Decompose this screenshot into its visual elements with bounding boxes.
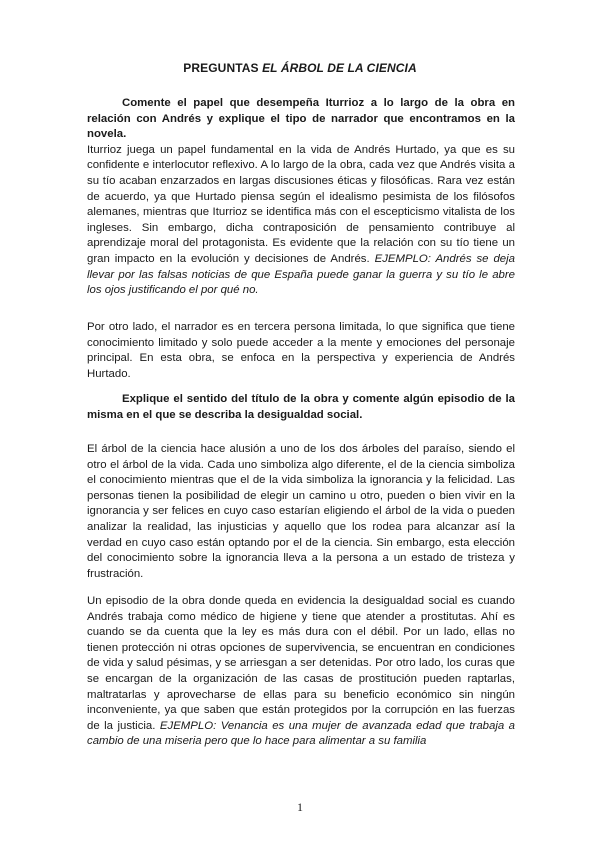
answer-1-text: Iturrioz juega un papel fundamental en la vida de Andrés Hurtado, ya que es su confidente e interlocutor reflexivo. A lo largo de la obra, cada vez que Andrés visita a su tío acaban enzarzados en largas discusiones éticas y filosóficas. Rara vez están de acuerdo, ya que Hurtado piensa según el idealismo pesimista de los filósofos alemanes, mientras que Iturrioz se identifica más con el escepticismo vitalista de los ingleses. Sin embargo, dicha contraposición de pensamiento contribuye al aprendizaje moral del protagonista. Es evidente que la relación con su tío tiene un gran impacto en la evolución y decisiones de Andrés. bbox=[87, 143, 515, 265]
question-2: Explique el sentido del título de la obra y comente algún episodio de la misma en el que se describa la desigualdad social. bbox=[87, 393, 515, 421]
answer-1-narrator: Por otro lado, el narrador es en tercera persona limitada, lo que significa que tiene conocimiento limitado y solo puede acceder a la mente y emociones del personaje principal. En esta obra, se enfoca en la perspectiva y experiencia de Andrés Hurtado. bbox=[87, 321, 515, 380]
answer-2-title-meaning: El árbol de la ciencia hace alusión a uno de los dos árboles del paraíso, siendo el otro el árbol de la vida. Cada uno simboliza algo diferente, el de la ciencia simboliza el conocimiento mientras que el de la vida simboliza la ignorancia y la felicidad. Las personas tienen la posibilidad de elegir un camino u otro, pueden o bien vivir en la ignorancia y ser felices en cuyo caso estarían eligiendo el árbol de la vida o pueden analizar la realidad, las injusticias y aquello que los rodea para alcanzar así la verdad en cuyo caso están optando por el de la ciencia. Sin embargo, esta elección del conocimiento sobre la ignorancia lleva a la persona a un estado de tristeza y frustración. bbox=[87, 443, 515, 580]
answer-2-episode bbox=[87, 594, 515, 750]
answer-2-episode-example: EJEMPLO: Venancia es una mujer de avanzada edad que trabaja a cambio de una miseria pero que lo hace para alimentar a su familia bbox=[87, 719, 515, 748]
question-1: Comente el papel que desempeña Iturrioz a lo largo de la obra en relación con Andrés y explique el tipo de narrador que encontramos en la novela. bbox=[87, 97, 515, 141]
page-number: 1 bbox=[297, 800, 303, 814]
title-work: EL ÁRBOL DE LA CIENCIA bbox=[262, 61, 417, 75]
section-1b bbox=[87, 320, 515, 382]
title-prefix: PREGUNTAS bbox=[183, 61, 263, 75]
section-2 bbox=[87, 392, 515, 423]
section-2a bbox=[87, 442, 515, 582]
answer-1-example: EJEMPLO: Andrés se deja llevar por las falsas noticias de que España puede ganar la guerra y su tío le abre los ojos justificando el por qué no. bbox=[87, 252, 515, 297]
page-title bbox=[0, 61, 600, 75]
answer-2-episode-text: Un episodio de la obra donde queda en evidencia la desigualdad social es cuando Andrés trabaja como médico de higiene y tiene que atender a prostitutas. Ahí es cuando se da cuenta que la ley es más dura con el débil. Por un lado, ellas no tienen protección ni otras opciones de supervivencia, se encuentran en condiciones de vida y salud pésimas, y se arriesgan a ser detenidas. Por otro lado, los curas que se encargan de la organización de las casas de prostitución pueden raptarlas, maltratarlas y aprovecharse de ellas para su beneficio económico sin ningún inconveniente, ya que saben que están protegidos por la corrupción en las fuerzas de la justicia. bbox=[87, 595, 515, 732]
section-2b bbox=[87, 594, 515, 750]
section-1 bbox=[87, 96, 515, 299]
answer-1 bbox=[87, 143, 515, 299]
